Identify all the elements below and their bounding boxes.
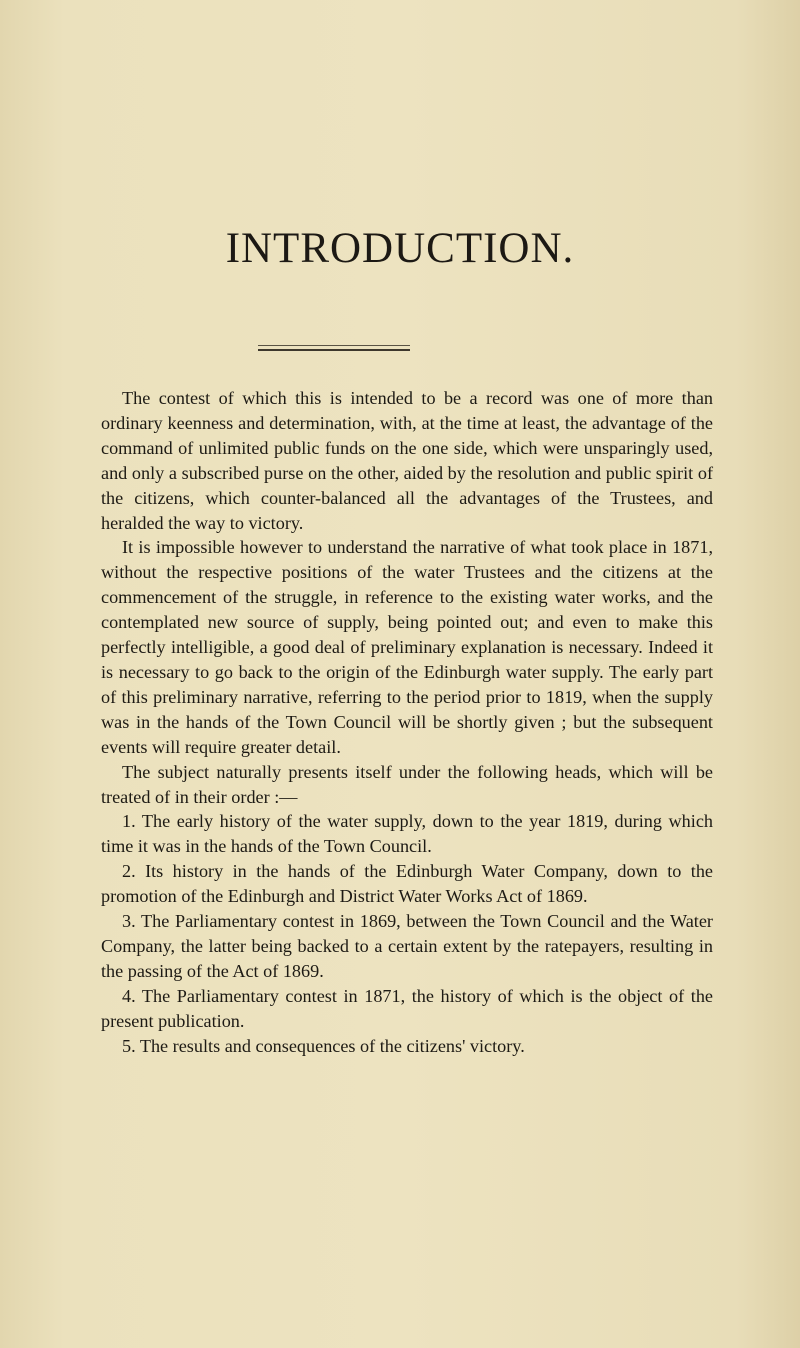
list-item-4: 4. The Parliamentary contest in 1871, the history of which is the object of the present publication. (101, 985, 713, 1031)
body-text (101, 386, 713, 1058)
list-item-1: 1. The early history of the water supply, down to the year 1819, during which time it was in the hands of the Town Council. (101, 811, 713, 857)
paragraph-1: The contest of which this is intended to be a record was one of more than ordinary keenness and determination, with, at the time at least, the advantage of the command of unlimited public funds on the one side, which were unsparingly used, and only a subscribed purse on the other, aided by the resolution and public spirit of the citizens, which counter-balanced all the advantages of the Trustees, and heralded the way to victory. (101, 388, 713, 533)
list-item-3: 3. The Parliamentary contest in 1869, between the Town Council and the Water Company, the latter being backed to a certain extent by the ratepayers, resulting in the passing of the Act of 1869. (101, 911, 713, 981)
paragraph-2: It is impossible however to understand the narrative of what took place in 1871, without the respective positions of the water Trustees and the citizens at the commencement of the struggle, in reference to the existing water works, and the contemplated new source of supply, being pointed out; and even to make this perfectly intelligible, a good deal of preliminary explanation is necessary. Indeed it is necessary to go back to the origin of the Edinburgh water supply. The early part of this preliminary narrative, referring to the period prior to 1819, when the supply was in the hands of the Town Council will be shortly given ; but the subsequent events will require greater detail. (101, 537, 713, 757)
title-rule (258, 345, 410, 351)
list-item-5: 5. The results and consequences of the citizens' victory. (122, 1035, 525, 1056)
paragraph-3: The subject naturally presents itself under the following heads, which will be treated of in their order :— (101, 761, 713, 807)
page-title: INTRODUCTION. (225, 225, 575, 272)
list-item-2: 2. Its history in the hands of the Edinburgh Water Company, down to the promotion of the Edinburgh and District Water Works Act of 1869. (101, 861, 713, 907)
